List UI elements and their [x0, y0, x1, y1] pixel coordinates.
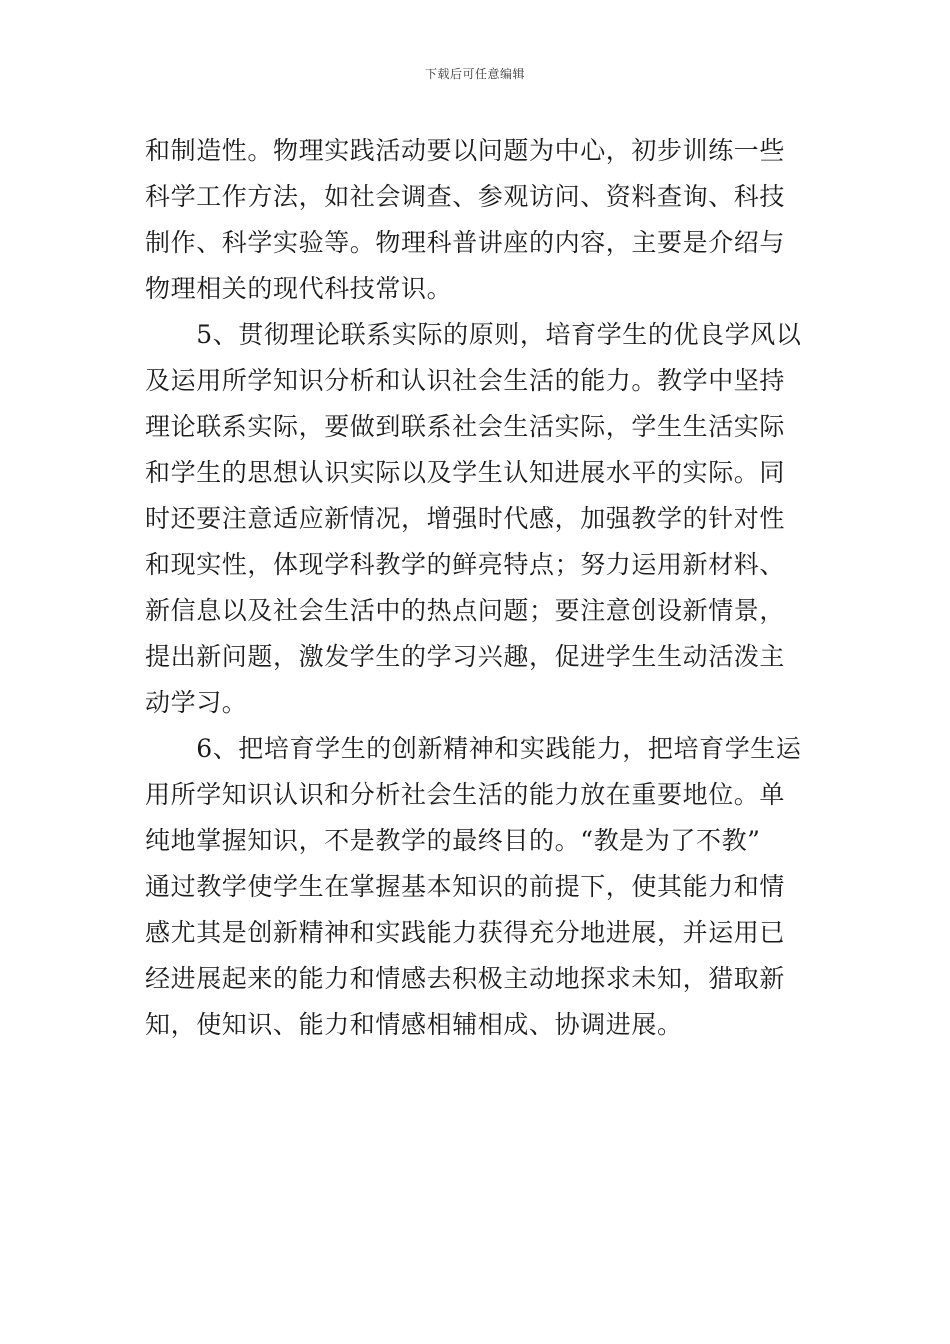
text-line: 新信息以及社会生活中的热点问题；要注意创设新情景，: [145, 596, 786, 625]
text-line: 及运用所学知识分析和认识社会生活的能力。教学中坚持: [145, 366, 786, 395]
text-line: 经进展起来的能力和情感去积极主动地探求未知，猎取新: [145, 964, 786, 993]
text-line: 理论联系实际，要做到联系社会生活实际，学生生活实际: [145, 412, 786, 441]
text-line: 纯地掌握知识，不是教学的最终目的。“教是为了不教”: [145, 826, 761, 855]
text-line: 6、把培育学生的创新精神和实践能力，把培育学生运: [145, 734, 802, 763]
text-line: 感尤其是创新精神和实践能力获得充分地进展，并运用已: [145, 918, 786, 947]
text-line: 5、贯彻理论联系实际的原则，培育学生的优良学风以: [145, 320, 802, 349]
text-line: 物理相关的现代科技常识。: [145, 274, 453, 303]
document-body: [145, 128, 809, 1048]
text-line: 和学生的思想认识实际以及学生认知进展水平的实际。同: [145, 458, 786, 487]
text-line: 知，使知识、能力和情感相辅相成、协调进展。: [145, 1010, 683, 1039]
text-line: 制作、科学实验等。物理科普讲座的内容，主要是介绍与: [145, 228, 786, 257]
text-line: 和现实性，体现学科教学的鲜亮特点；努力运用新材料、: [145, 550, 786, 579]
text-line: 科学工作方法，如社会调查、参观访问、资料查询、科技: [145, 182, 786, 211]
text-line: 用所学知识认识和分析社会生活的能力放在重要地位。单: [145, 780, 786, 809]
page-header: 下载后可任意编辑: [424, 67, 525, 81]
text-line: 动学习。: [145, 688, 248, 717]
text-line: 通过教学使学生在掌握基本知识的前提下，使其能力和情: [145, 872, 786, 901]
text-line: 和制造性。物理实践活动要以问题为中心，初步训练一些: [145, 136, 786, 165]
text-line: 时还要注意适应新情况，增强时代感，加强教学的针对性: [145, 504, 786, 533]
text-line: 提出新问题，激发学生的学习兴趣，促进学生生动活泼主: [145, 642, 786, 671]
